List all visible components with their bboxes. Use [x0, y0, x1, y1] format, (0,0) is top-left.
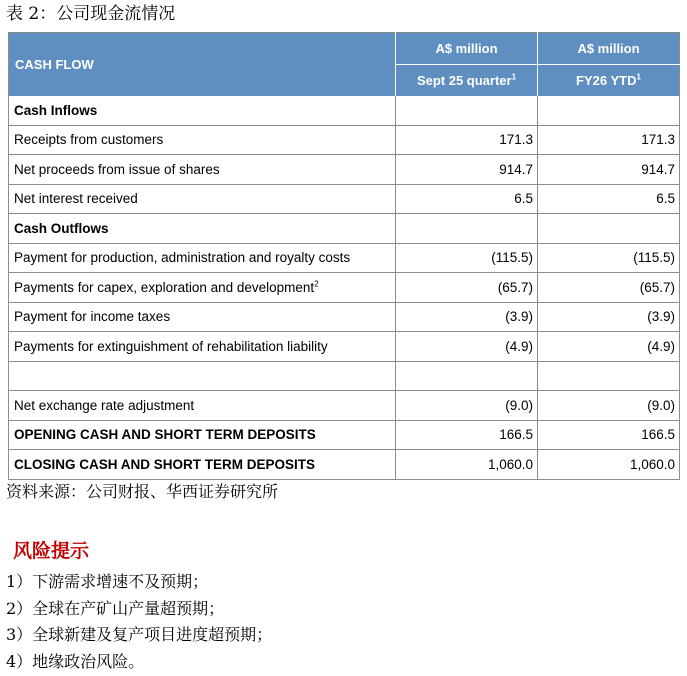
table-row	[9, 155, 680, 185]
col-period-1: Sept 25 quarter$^1$	[396, 65, 538, 97]
row-value-fy-ytd	[538, 214, 680, 244]
table-row	[9, 332, 680, 362]
row-label: Payment for production, administration and royalty costs	[9, 243, 396, 273]
row-value-sept-quarter	[396, 214, 538, 244]
row-label: CLOSING CASH AND SHORT TERM DEPOSITS	[9, 450, 396, 480]
risk-item: 2）全球在产矿山产量超预期；	[6, 598, 225, 618]
table-row	[9, 125, 680, 155]
row-value-fy-ytd: (3.9)	[538, 302, 680, 332]
risk-item: 4）地缘政治风险。	[6, 651, 145, 671]
table-row	[9, 243, 680, 273]
row-label: Payments for extinguishment of rehabilitation liability	[9, 332, 396, 362]
row-label: Net exchange rate adjustment	[9, 391, 396, 421]
row-value-fy-ytd: 6.5	[538, 184, 680, 214]
row-value-sept-quarter: (4.9)	[396, 332, 538, 362]
row-value-sept-quarter: 914.7	[396, 155, 538, 185]
row-value-fy-ytd	[538, 96, 680, 125]
row-label: OPENING CASH AND SHORT TERM DEPOSITS	[9, 420, 396, 450]
row-label: Cash Outflows	[9, 214, 396, 244]
table-row	[9, 96, 680, 125]
row-label: Net interest received	[9, 184, 396, 214]
col-unit-2: A$ million	[538, 33, 680, 65]
table-row	[9, 361, 680, 391]
row-value-fy-ytd: (9.0)	[538, 391, 680, 421]
row-value-fy-ytd: 171.3	[538, 125, 680, 155]
row-value-fy-ytd: 1,060.0	[538, 450, 680, 480]
row-value-sept-quarter: (115.5)	[396, 243, 538, 273]
row-label: Net proceeds from issue of shares	[9, 155, 396, 185]
row-value-sept-quarter: (9.0)	[396, 391, 538, 421]
table-row	[9, 450, 680, 480]
table-title: CASH FLOW	[9, 33, 396, 97]
row-label: Payments for capex, exploration and development$^2$	[9, 273, 396, 303]
row-value-sept-quarter: (3.9)	[396, 302, 538, 332]
table-row	[9, 214, 680, 244]
source-note: 资料来源：公司财报、华西证券研究所	[6, 482, 279, 501]
row-value-sept-quarter: 1,060.0	[396, 450, 538, 480]
row-value-sept-quarter: (65.7)	[396, 273, 538, 303]
row-value-fy-ytd	[538, 361, 680, 391]
row-value-fy-ytd: (65.7)	[538, 273, 680, 303]
risk-item: 1）下游需求增速不及预期；	[6, 572, 209, 591]
col-unit-1: A$ million	[396, 33, 538, 65]
col-period-2: FY26 YTD$^1$	[538, 65, 680, 97]
row-value-sept-quarter: 171.3	[396, 125, 538, 155]
row-value-fy-ytd: (4.9)	[538, 332, 680, 362]
cash-flow-table	[8, 32, 680, 480]
row-label: Cash Inflows	[9, 96, 396, 125]
row-value-sept-quarter: 166.5	[396, 420, 538, 450]
row-value-fy-ytd: (115.5)	[538, 243, 680, 273]
table-row	[9, 273, 680, 303]
row-value-sept-quarter	[396, 361, 538, 391]
table-row	[9, 302, 680, 332]
row-label	[9, 361, 396, 391]
row-value-sept-quarter: 6.5	[396, 184, 538, 214]
risk-title: 风险提示	[13, 540, 90, 562]
row-label: Receipts from customers	[9, 125, 396, 155]
table-caption: 表 2：公司现金流情况	[6, 4, 176, 24]
row-value-sept-quarter	[396, 96, 538, 125]
row-value-fy-ytd: 166.5	[538, 420, 680, 450]
row-label: Payment for income taxes	[9, 302, 396, 332]
risk-list	[6, 569, 272, 675]
table-row	[9, 420, 680, 450]
risk-item: 3）全球新建及复产项目进度超预期；	[6, 625, 273, 644]
table-row	[9, 184, 680, 214]
table-row	[9, 391, 680, 421]
row-value-fy-ytd: 914.7	[538, 155, 680, 185]
